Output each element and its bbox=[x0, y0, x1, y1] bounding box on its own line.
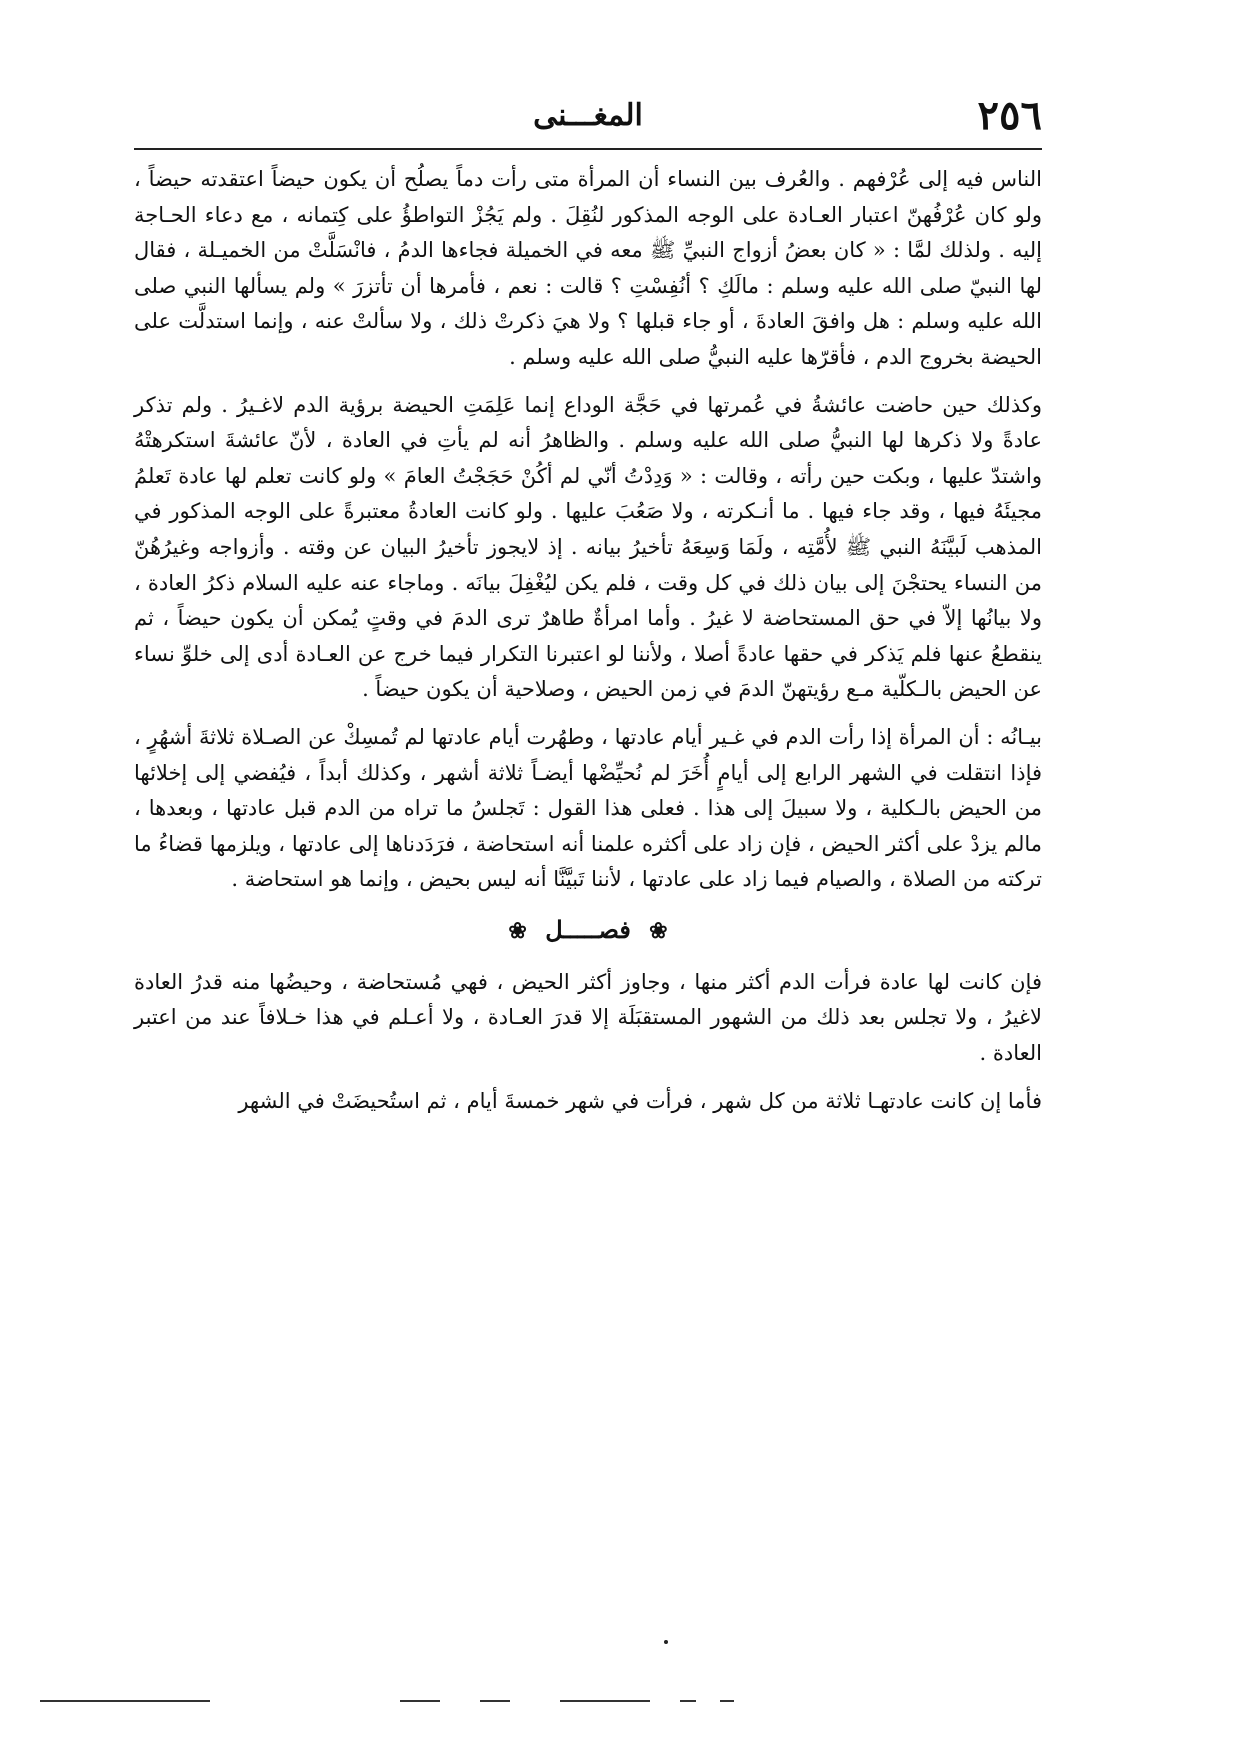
paragraph-2: وكذلك حين حاضت عائشةُ في عُمرتها في حَجَّة الوداع إنما عَلِمَتِ الحيضة برؤية الدم لاغـيرُ . ولم تذكر عادةً ولا ذكرها لها النبيُّ صلى الله عليه وسلم . والظاهرُ أنه لم يأتِ في العادة ، لأنّ عائشةَ استكرهتْهُ واشتدّ عليها ، وبكت حين رأته ، وقالت : « وَدِدْتُ أنّي لم أكُنْ حَجَجْتُ العامَ » ولو كانت تعلم لها عادة تَعلمُ مجيئَهُ فيها ، وقد جاء فيها . ما أنـكرته ، ولا صَعُبَ عليها . ولو كانت العادةُ معتبرةً على الوجه المذكور في المذهب لَبيَّنَهُ النبي ﷺ لأُمَّتِه ، ولَمَا وَسِعَهُ تأخيرُ بيانه . إذ لايجوز تأخيرُ البيان عن وقته . وأزواجه وغيرُهُنّ من النساء يحتجْنَ إلى بيان ذلك في كل وقت ، فلم يكن ليُغْفِلَ بيانَه . وماجاء عنه عليه السلام ذكرُ العادة ، ولا بيانُها إلاّ في حق المستحاضة لا غيرُ . وأما امرأةٌ طاهرٌ ترى الدمَ في وقتٍ يُمكن أن يكون حيضاً ، ثم ينقطعُ عنها فلم يَذكر في حقها عادةً أصلا ، ولأننا لو اعتبرنا التكرار فيما خرج عن العـادة أدى إلى خلوِّ نساء عن الحيض بالـكلّية مـع رؤيتهنّ الدمَ في زمن الحيض ، وصلاحية أن يكون حيضاً . bbox=[134, 392, 1042, 702]
paragraph-3: بيـانُه : أن المرأة إذا رأت الدم في غـير أيام عادتها ، وطهُرت أيام عادتها لم تُمسِكْ عن الصـلاة ثلاثةَ أشهُرٍ ، فإذا انتقلت في الشهر الرابع إلى أيامٍ أُخَرَ لم نُحيِّضْها أيضـاً ثلاثة أشهر ، وكذلك أبداً ، فيُفضي إلى إخلائها من الحيض بالـكلية ، ولا سبيلَ إلى هذا . فعلى هذا القول : تَجلسُ ما تراه من الدم قبل عادتها ، وبعدها ، مالم يزدْ على أكثر الحيض ، فإن زاد على أكثره علمنا أنه استحاضة ، فرَدَدناها إلى عادتها ، ويلزمها قضاءُ ما تركته من الصلاة ، والصيام فيما زاد على عادتها ، لأننا تَبيَّنَّا أنه ليس بحيض ، وإنما هو استحاضة . bbox=[134, 724, 1042, 892]
page-number: ٢٥٦ bbox=[977, 92, 1042, 139]
paragraph-4: فإن كانت لها عادة فرأت الدم أكثر منها ، وجاوز أكثر الحيض ، فهي مُستحاضة ، وحيضُها منه قدرُ العادة لاغيرُ ، ولا تجلس بعد ذلك من الشهور المستقبَلَة إلا قدرَ العـادة ، ولا أعـلم في هذا خـلافاً عند من اعتبر العادة . bbox=[134, 969, 1042, 1066]
ornament-icon: ❀ bbox=[649, 917, 668, 944]
footer-rules bbox=[0, 1700, 1240, 1706]
section-heading bbox=[134, 910, 1042, 951]
section-heading-text: فصـــــل bbox=[545, 914, 631, 944]
page-header bbox=[134, 84, 1042, 150]
footer-rule bbox=[720, 1700, 734, 1702]
footer-rule bbox=[400, 1700, 440, 1702]
footer-rule bbox=[560, 1700, 650, 1702]
footer-rule bbox=[40, 1700, 210, 1702]
paragraph-1: الناس فيه إلى عُرْفهم . والعُرف بين النساء أن المرأة متى رأت دماً يصلُح أن يكون حيضاً اعتقدته حيضاً ، ولو كان عُرْفُهنّ اعتبار العـادة على الوجه المذكور لنُقِلَ . ولم يَجُزْ التواطؤُ على كِتمانه ، مع دعاء الحـاجة إليه . ولذلك لمَّا : « كان بعضُ أزواج النبيِّ ﷺ معه في الخميلة فجاءها الدمُ ، فانْسَلَّتْ من الخميـلة ، فقال لها النبيّ صلى الله عليه وسلم : مالَكِ ؟ أنُفِسْتِ ؟ قالت : نعم ، فأمرها أن تأتزرَ » ولم يسألها النبي صلى الله عليه وسلم : هل وافقَ العادةَ ، أو جاء قبلها ؟ ولا هيَ ذكرتْ ذلك ، ولا سألتْ عنه ، وإنما استدلَّت على الحيضة بخروج الدم ، فأقرّها عليه النبيُّ صلى الله عليه وسلم . bbox=[134, 167, 1042, 369]
ornament-icon: ❀ bbox=[508, 917, 527, 944]
footer-dot bbox=[664, 1640, 668, 1644]
footer-rule bbox=[680, 1700, 696, 1702]
running-title: المغـــنى bbox=[533, 98, 643, 133]
paragraph-5: فأما إن كانت عادتهـا ثلاثة من كل شهر ، فرأت في شهر خمسةَ أيام ، ثم استُحيضَتْ في الشهر bbox=[238, 1088, 1042, 1113]
page-body bbox=[134, 162, 1042, 1131]
footer-rule bbox=[480, 1700, 510, 1702]
